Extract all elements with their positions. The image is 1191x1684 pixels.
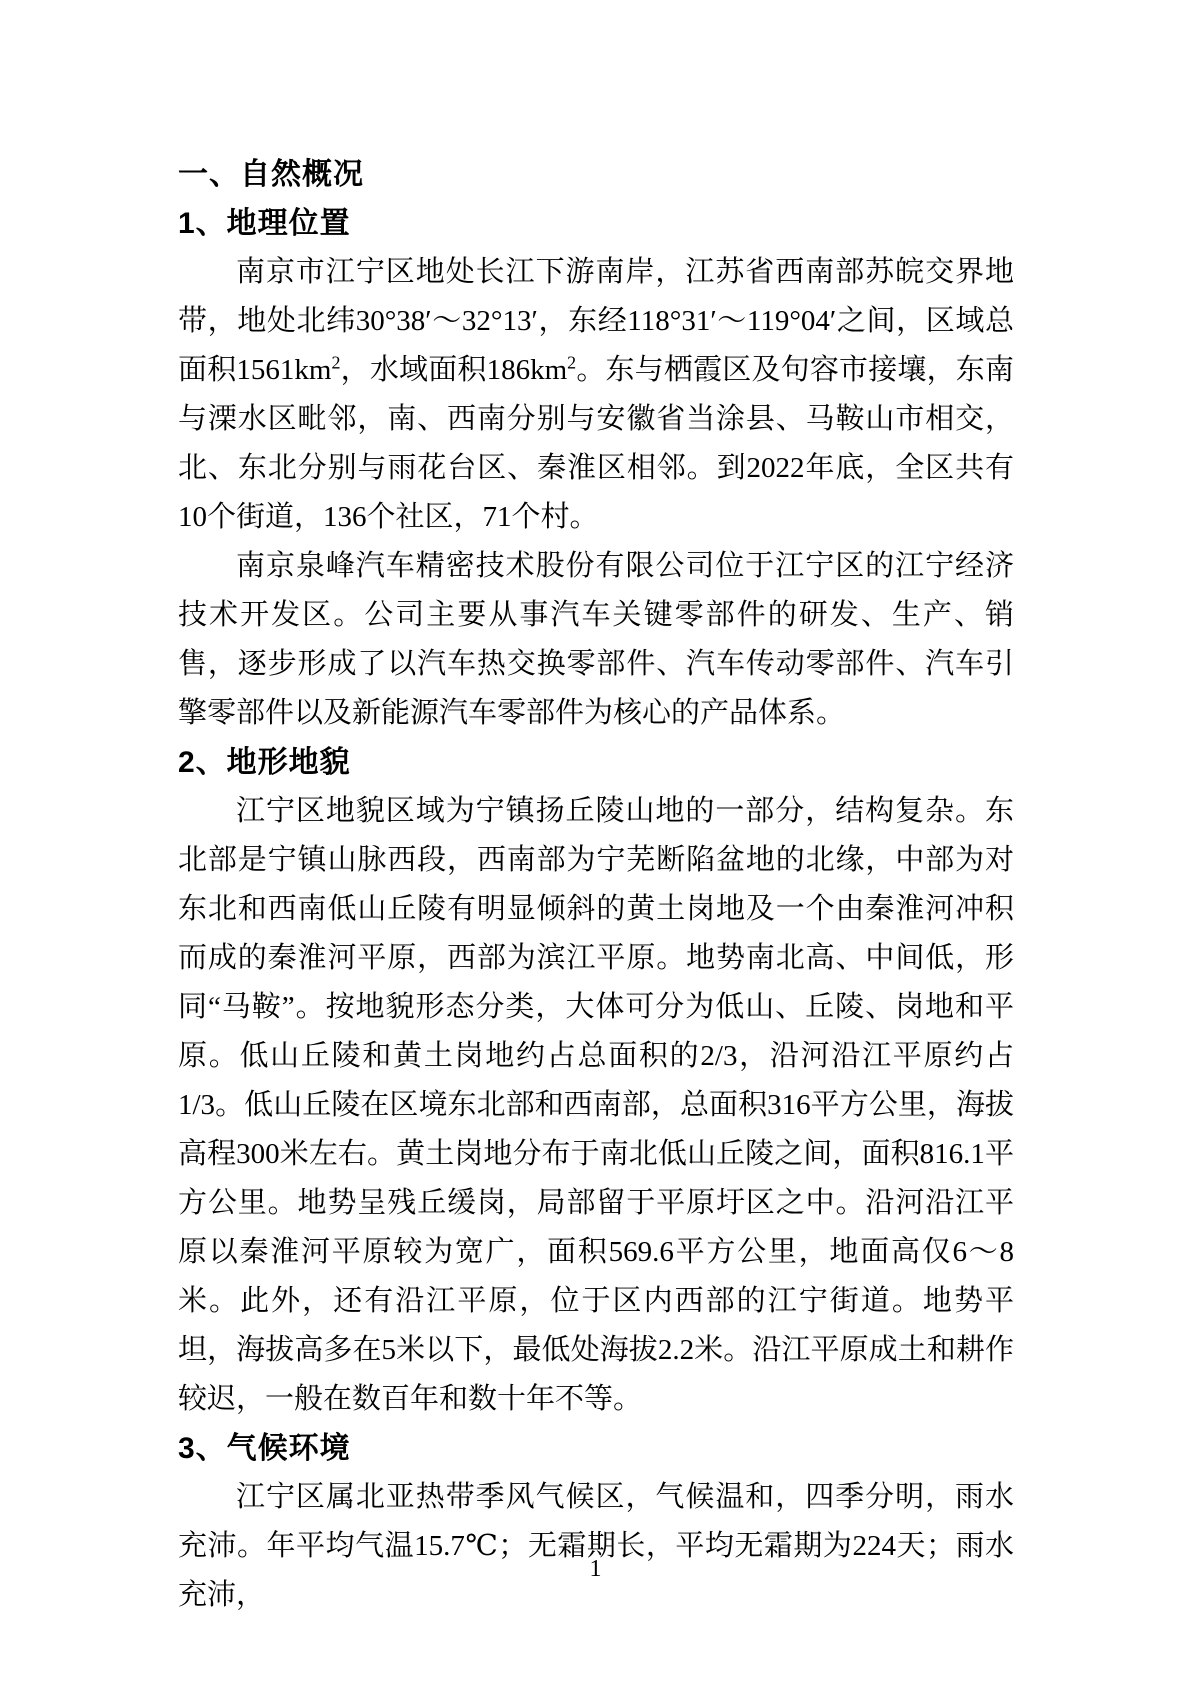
- superscript-text: 2: [331, 352, 341, 373]
- text-segment: 。东与栖霞区及句容市接壤，东南与溧水区毗邻，南、西南分别与安徽省当涂县、马鞍山市相交，北、东北分别与雨花台区、秦淮区相邻。到2022年底，全区共有10个街道，136个社区，71个村。: [178, 354, 1014, 533]
- document-content: [178, 150, 1014, 1620]
- paragraph-landform-1: [178, 787, 1014, 1424]
- paragraph-geographic-location-2: [178, 542, 1014, 738]
- paragraph-climate-1: [178, 1473, 1014, 1620]
- text-segment: 3、气候环境: [178, 1432, 351, 1465]
- text-segment: 2、地形地貌: [178, 746, 351, 779]
- paragraph-geographic-location-1: [178, 248, 1014, 542]
- heading-section-1-natural-overview: [178, 150, 1014, 199]
- text-segment: 江宁区地貌区域为宁镇扬丘陵山地的一部分，结构复杂。东北部是宁镇山脉西段，西南部为宁芜断陷盆地的北缘，中部为对东北和西南低山丘陵有明显倾斜的黄土岗地及一个由秦淮河冲积而成的秦淮河平原，西部为滨江平原。地势南北高、中间低，形同“马鞍”。按地貌形态分类，大体可分为低山、丘陵、岗地和平原。低山丘陵和黄土岗地约占总面积的2/3，沿河沿江平原约占1/3。低山丘陵在区境东北部和西南部，总面积316平方公里，海拔高程300米左右。黄土岗地分布于南北低山丘陵之间，面积816.1平方公里。地势呈残丘缓岗，局部留于平原圩区之中。沿河沿江平原以秦淮河平原较为宽广，面积569.6平方公里，地面高仅6～8米。此外，还有沿江平原，位于区内西部的江宁街道。地势平坦，海拔高多在5米以下，最低处海拔2.2米。沿江平原成土和耕作较迟，一般在数百年和数十年不等。: [178, 795, 1014, 1415]
- text-segment: 一、自然概况: [178, 158, 364, 191]
- text-segment: 南京泉峰汽车精密技术股份有限公司位于江宁区的江宁经济技术开发区。公司主要从事汽车关键零部件的研发、生产、销售，逐步形成了以汽车热交换零部件、汽车传动零部件、汽车引擎零部件以及新能源汽车零部件为核心的产品体系。: [178, 550, 1014, 729]
- text-segment: 江宁区属北亚热带季风气候区，气候温和，四季分明，雨水充沛。年平均气温15.7℃；无霜期长，平均无霜期为224天；雨水充沛，: [178, 1481, 1014, 1611]
- text-segment: 1、地理位置: [178, 207, 351, 240]
- heading-2-landform: [178, 738, 1014, 787]
- text-segment: 南京市江宁区地处长江下游南岸，江苏省西南部苏皖交界地带，地处北纬30°38′～32°13′，东经118°31′～119°04′之间，区域总面积1561km: [178, 256, 1014, 386]
- heading-3-climate: [178, 1424, 1014, 1473]
- heading-1-geographic-location: [178, 199, 1014, 248]
- page-footer: [0, 1556, 1191, 1583]
- text-segment: ，水域面积186km: [340, 354, 568, 386]
- superscript-text: 2: [567, 352, 577, 373]
- page-number: 1: [589, 1556, 602, 1582]
